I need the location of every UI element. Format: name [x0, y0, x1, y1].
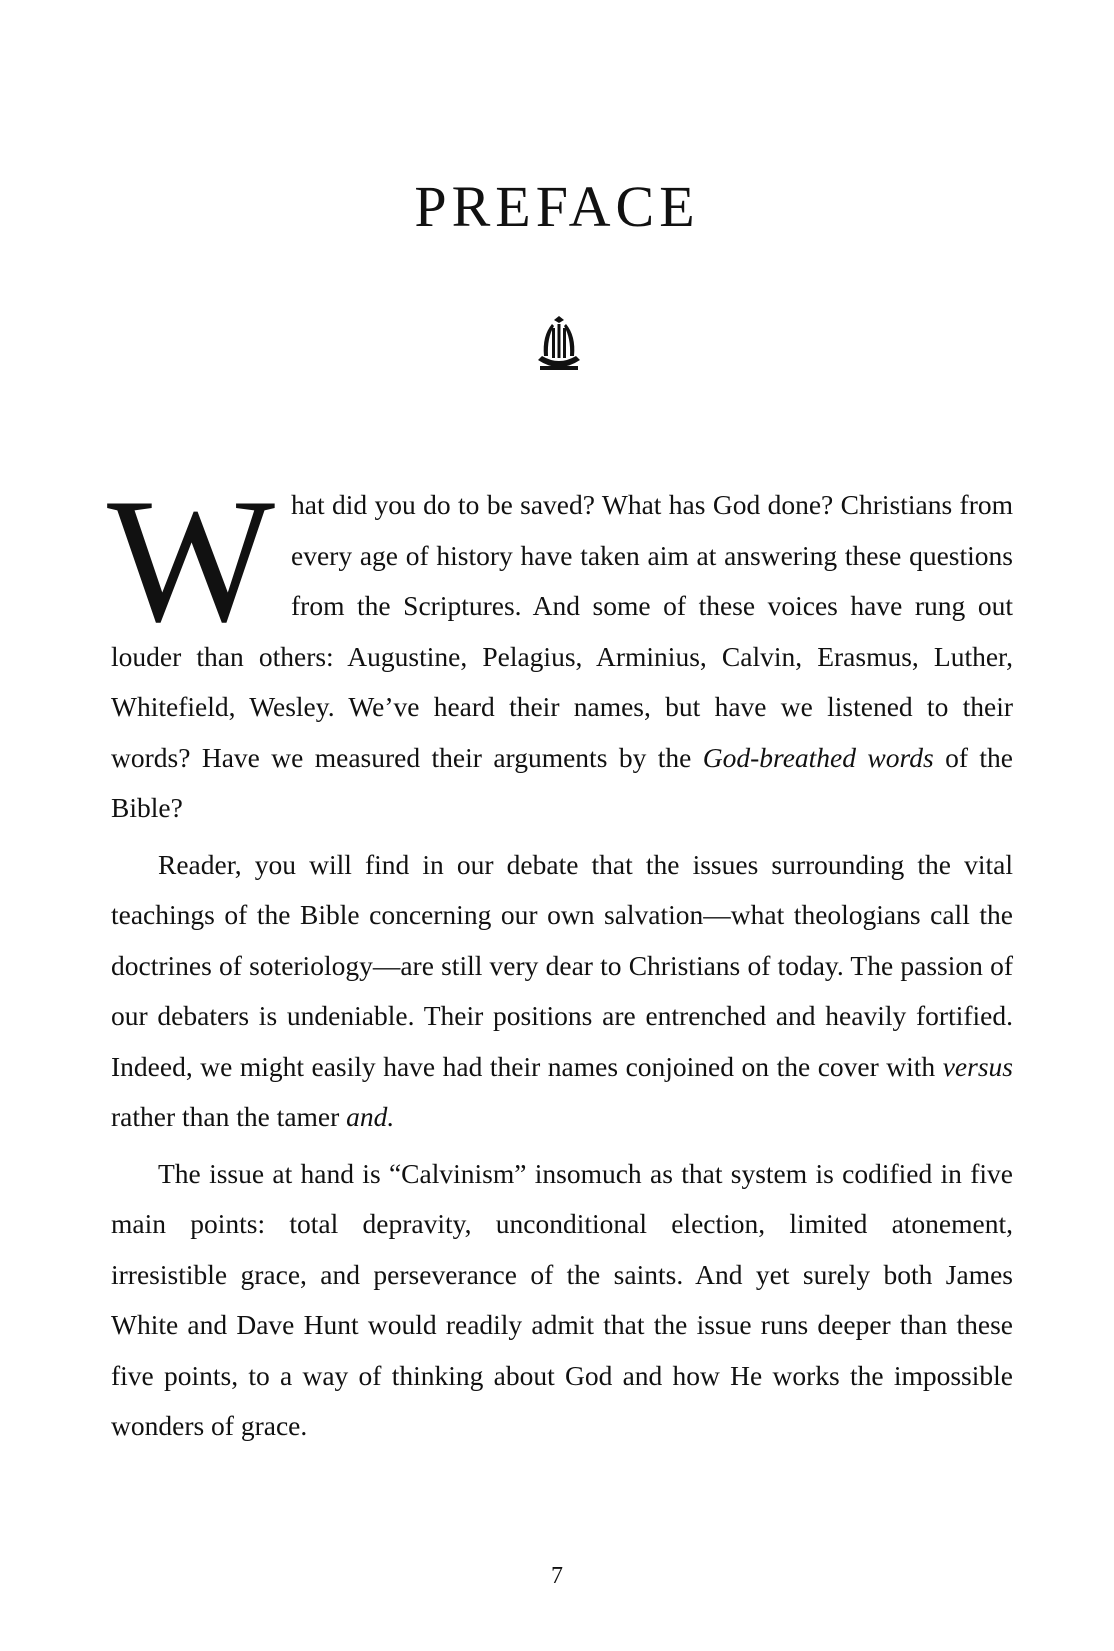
- paragraph-2: [111, 840, 1013, 1143]
- paragraph-2-text-mid: rather than the tamer: [111, 1101, 347, 1132]
- page-number: 7: [551, 1563, 563, 1589]
- paragraph-1-text-end: of the Bible?: [111, 741, 1013, 823]
- paragraph-1-text: hat did you do to be saved? What has God done? Christians from every age of history have taken aim at answering these questions from the Scriptures. And some of these voices have rung out louder than others: Augustine, Pelagius, Arminius, Calvin, Erasmus, Luther, Whitefield, Wesley. We’ve heard their names, but have we listened to their words? Have we measured their arguments by the: [111, 489, 1013, 773]
- paragraph-1-emphasis: God-breathed words: [702, 741, 934, 773]
- lyre-ornament-icon: [532, 316, 586, 378]
- chapter-title: PREFACE: [414, 174, 700, 239]
- paragraph-2-emphasis-versus: versus: [942, 1050, 1013, 1082]
- paragraph-2-text: Reader, you will find in our debate that the issues surrounding the vital teachings of the Bible concerning our own salvation—what theologians call the doctrines of soteriology—are still very dear to Christians of today. The passion of our debaters is undeniable. Their positions are entrenched and heavily fortified. Indeed, we might easily have had their names conjoined on the cover with: [111, 848, 1013, 1082]
- drop-cap: W: [107, 461, 276, 659]
- paragraph-1: [107, 461, 1013, 834]
- preface-body: [107, 461, 1013, 1452]
- paragraph-3-text: The issue at hand is “Calvinism” insomuch as that system is codified in five main points: total depravity, unconditional election, limited atonement, irresistible grace, and perseverance of the saints. And yet surely both James White and Dave Hunt would readily admit that the issue runs deeper than these five points, to a way of thinking about God and how He works the impossible wonders of grace.: [111, 1157, 1013, 1441]
- paragraph-3: [111, 1149, 1013, 1452]
- paragraph-2-emphasis-and: and.: [346, 1101, 395, 1132]
